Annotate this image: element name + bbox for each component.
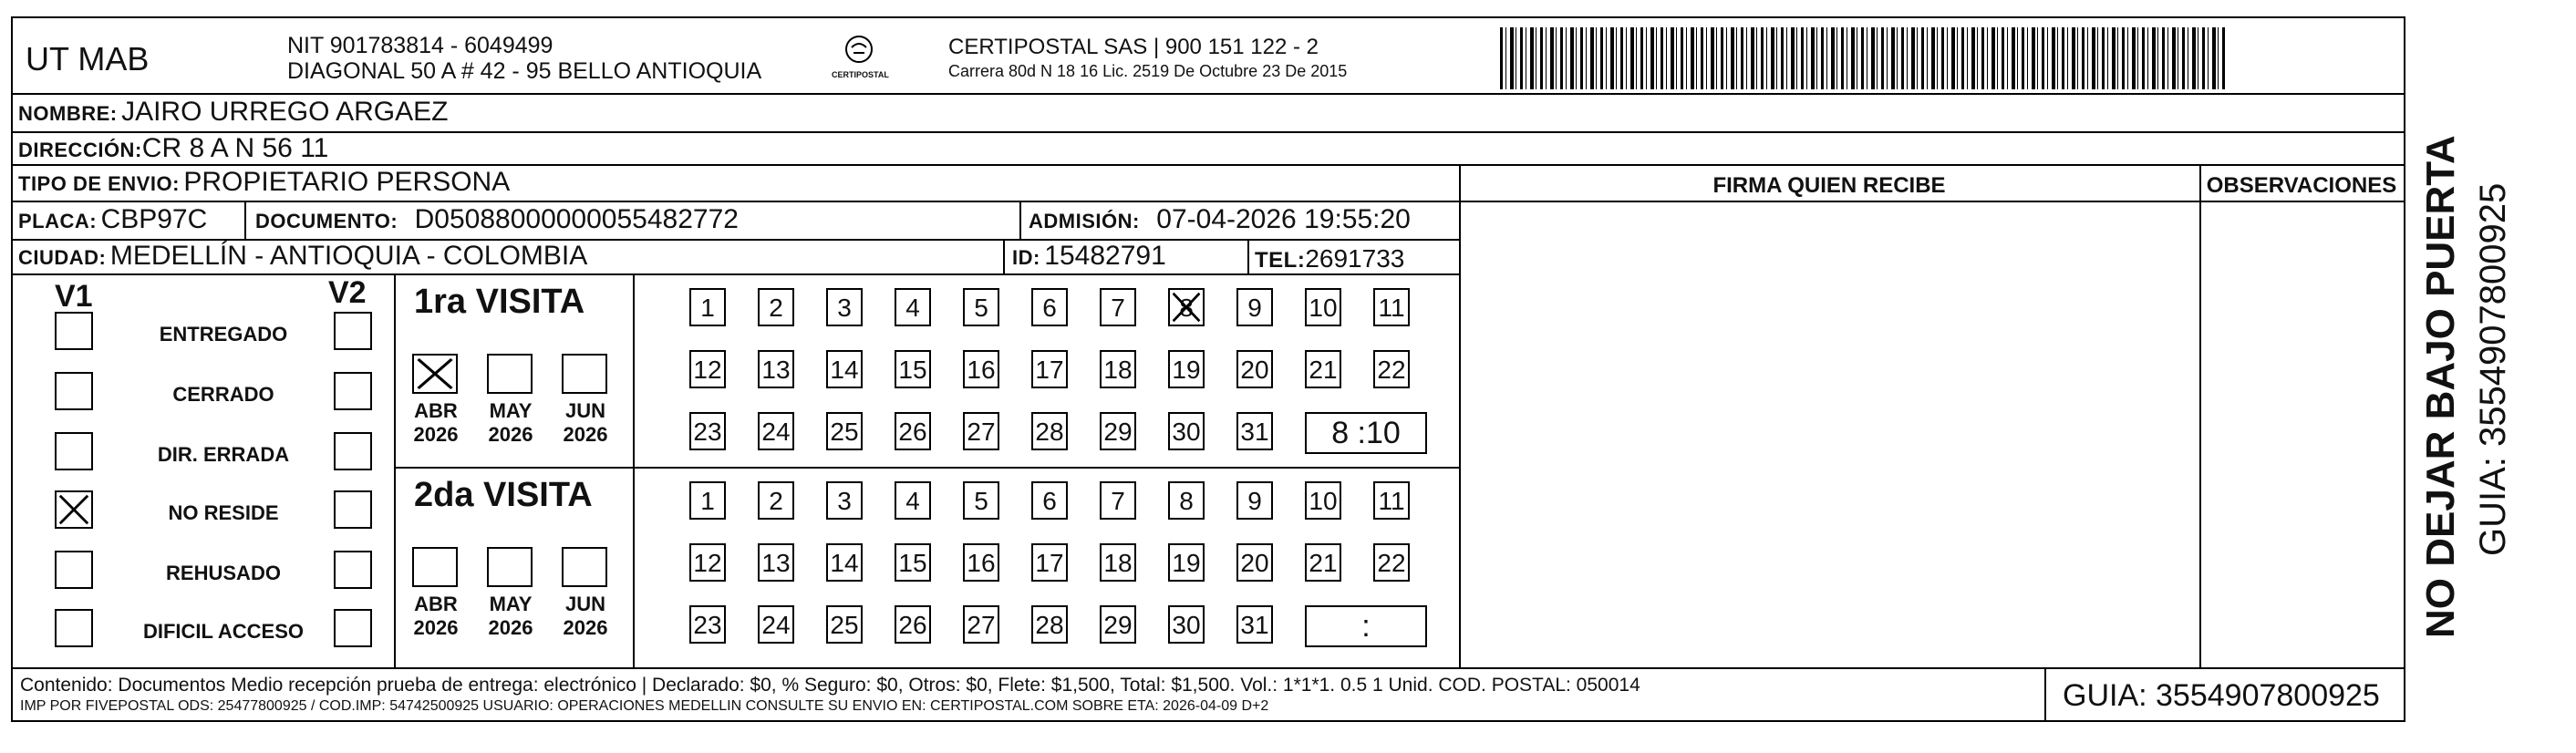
- day-box[interactable]: 7: [1100, 481, 1136, 520]
- day-box[interactable]: 31: [1236, 412, 1273, 450]
- day-box[interactable]: 8: [1168, 288, 1205, 326]
- day-box[interactable]: 5: [963, 288, 999, 326]
- day-box[interactable]: 12: [689, 350, 726, 388]
- certipostal-logo: CERTIPOSTAL: [832, 35, 886, 80]
- day-box[interactable]: 21: [1305, 543, 1341, 582]
- day-box[interactable]: 24: [758, 412, 794, 450]
- company-nit: NIT 901783814 - 6049499: [287, 33, 553, 58]
- month-label: ABR 2026: [413, 593, 459, 639]
- visit-title: 2da VISITA: [414, 476, 593, 514]
- day-box[interactable]: 20: [1236, 350, 1273, 388]
- tipo-envio-row: TIPO DE ENVIO: PROPIETARIO PERSONA: [18, 167, 511, 197]
- v1-checkbox-4[interactable]: [55, 551, 93, 589]
- v2-checkbox-2[interactable]: [334, 432, 372, 470]
- day-box[interactable]: 6: [1031, 481, 1068, 520]
- day-box[interactable]: 16: [963, 543, 999, 582]
- day-box[interactable]: 22: [1373, 350, 1410, 388]
- barcode: [1500, 27, 2225, 89]
- footer-guia: GUIA: 3554907800925: [2063, 678, 2380, 713]
- day-box[interactable]: 30: [1168, 605, 1205, 644]
- day-box[interactable]: 31: [1236, 605, 1273, 644]
- day-box[interactable]: 10: [1305, 288, 1341, 326]
- day-box[interactable]: 23: [689, 412, 726, 450]
- month-label: JUN 2026: [563, 593, 608, 639]
- day-cross-mark: [1170, 290, 1203, 325]
- day-box[interactable]: 7: [1100, 288, 1136, 326]
- day-box[interactable]: 15: [895, 350, 931, 388]
- status-label: ENTREGADO: [159, 323, 288, 346]
- v2-checkbox-5[interactable]: [334, 609, 372, 647]
- visit-time[interactable]: 8 :10: [1305, 412, 1427, 454]
- visit-time[interactable]: :: [1305, 605, 1427, 647]
- day-box[interactable]: 8: [1168, 481, 1205, 520]
- logo-icon: [841, 35, 877, 66]
- footer-content: Contenido: Documentos Medio recepción prueba de entrega: electrónico | Declarado: $0, % Seguro: $0, Otros: $0, Flete: $1,500, Total: $1,500. Vol.: 1*1*1. 0.5 1 Unid. COD. POSTAL: 050014: [20, 675, 1640, 696]
- day-box[interactable]: 19: [1168, 350, 1205, 388]
- v1-checkbox-3[interactable]: [55, 490, 93, 529]
- day-box[interactable]: 30: [1168, 412, 1205, 450]
- direccion-value: CR 8 A N 56 11: [141, 133, 329, 163]
- day-box[interactable]: 25: [826, 605, 863, 644]
- day-box[interactable]: 1: [689, 481, 726, 520]
- v1-checkbox-5[interactable]: [55, 609, 93, 647]
- company-address: DIAGONAL 50 A # 42 - 95 BELLO ANTIOQUIA: [287, 58, 762, 84]
- day-box[interactable]: 27: [963, 605, 999, 644]
- day-box[interactable]: 18: [1100, 350, 1136, 388]
- v1-label: V1: [55, 279, 93, 314]
- day-box[interactable]: 13: [758, 543, 794, 582]
- day-box[interactable]: 9: [1236, 481, 1273, 520]
- day-box[interactable]: 29: [1100, 412, 1136, 450]
- status-label: CERRADO: [172, 383, 274, 406]
- v2-label: V2: [328, 275, 367, 310]
- month-label: JUN 2026: [563, 399, 608, 446]
- day-box[interactable]: 11: [1373, 481, 1410, 520]
- day-box[interactable]: 3: [826, 288, 863, 326]
- company-name: UT MAB: [26, 40, 150, 77]
- placa-value: CBP97C: [100, 204, 208, 234]
- day-box[interactable]: 12: [689, 543, 726, 582]
- day-box[interactable]: 23: [689, 605, 726, 644]
- day-box[interactable]: 9: [1236, 288, 1273, 326]
- month-label: MAY 2026: [488, 399, 533, 446]
- month-checkbox[interactable]: [562, 354, 607, 394]
- nombre-value: JAIRO URREGO ARGAEZ: [121, 97, 449, 127]
- day-box[interactable]: 22: [1373, 543, 1410, 582]
- v2-checkbox-3[interactable]: [334, 490, 372, 529]
- day-box[interactable]: 11: [1373, 288, 1410, 326]
- day-box[interactable]: 19: [1168, 543, 1205, 582]
- nombre-row: NOMBRE: JAIRO URREGO ARGAEZ: [18, 97, 449, 127]
- tel-row: TEL:2691733: [1255, 244, 1405, 273]
- month-checkbox[interactable]: [487, 354, 533, 394]
- day-box[interactable]: 3: [826, 481, 863, 520]
- v2-checkbox-0[interactable]: [334, 312, 372, 350]
- day-box[interactable]: 28: [1031, 605, 1068, 644]
- month-checkbox[interactable]: [412, 354, 458, 394]
- day-box[interactable]: 13: [758, 350, 794, 388]
- ciudad-value: MEDELLÍN - ANTIOQUIA - COLOMBIA: [109, 241, 588, 271]
- courier-license: Carrera 80d N 18 16 Lic. 2519 De Octubre 23 De 2015: [948, 62, 1348, 80]
- month-checkbox[interactable]: [562, 547, 607, 587]
- side-guia: GUIA: 3554907800925: [2473, 182, 2513, 556]
- day-box[interactable]: 2: [758, 288, 794, 326]
- day-box[interactable]: 10: [1305, 481, 1341, 520]
- month-label: ABR 2026: [413, 399, 459, 446]
- status-label: REHUSADO: [166, 562, 281, 584]
- day-box[interactable]: 16: [963, 350, 999, 388]
- day-box[interactable]: 17: [1031, 543, 1068, 582]
- side-warning: NO DEJAR BAJO PUERTA: [2418, 135, 2463, 638]
- day-box[interactable]: 28: [1031, 412, 1068, 450]
- day-box[interactable]: 14: [826, 350, 863, 388]
- id-row: ID: 15482791: [1012, 241, 1166, 271]
- tipo-envio-value: PROPIETARIO PERSONA: [183, 167, 511, 197]
- v1-checkbox-0[interactable]: [55, 312, 93, 350]
- tel-value: 2691733: [1305, 244, 1405, 273]
- day-box[interactable]: 24: [758, 605, 794, 644]
- day-box[interactable]: 29: [1100, 605, 1136, 644]
- month-label: MAY 2026: [488, 593, 533, 639]
- documento-value: D05088000000055482772: [414, 204, 739, 234]
- day-box[interactable]: 25: [826, 412, 863, 450]
- day-box[interactable]: 18: [1100, 543, 1136, 582]
- documento-row: DOCUMENTO: D05088000000055482772: [255, 204, 739, 234]
- day-box[interactable]: 17: [1031, 350, 1068, 388]
- direccion-row: DIRECCIÓN:CR 8 A N 56 11: [18, 133, 329, 163]
- day-box[interactable]: 26: [895, 605, 931, 644]
- day-box[interactable]: 20: [1236, 543, 1273, 582]
- v2-checkbox-4[interactable]: [334, 551, 372, 589]
- admision-row: ADMISIÓN: 07-04-2026 19:55:20: [1029, 204, 1411, 234]
- day-box[interactable]: 2: [758, 481, 794, 520]
- courier-name: CERTIPOSTAL SAS | 900 151 122 - 2: [948, 35, 1319, 59]
- status-label: DIR. ERRADA: [157, 443, 290, 466]
- status-label: NO RESIDE: [168, 501, 279, 524]
- placa-row: PLACA: CBP97C: [18, 204, 208, 234]
- visit-title: 1ra VISITA: [414, 283, 585, 321]
- day-box[interactable]: 21: [1305, 350, 1341, 388]
- id-value: 15482791: [1044, 241, 1166, 271]
- day-box[interactable]: 4: [895, 481, 931, 520]
- v1-checkbox-2[interactable]: [55, 432, 93, 470]
- v1-checkbox-1[interactable]: [55, 372, 93, 410]
- day-box[interactable]: 27: [963, 412, 999, 450]
- month-checkbox[interactable]: [412, 547, 458, 587]
- month-checkbox[interactable]: [487, 547, 533, 587]
- day-box[interactable]: 15: [895, 543, 931, 582]
- day-box[interactable]: 14: [826, 543, 863, 582]
- day-box[interactable]: 6: [1031, 288, 1068, 326]
- day-box[interactable]: 1: [689, 288, 726, 326]
- observaciones-header: OBSERVACIONES: [2206, 173, 2397, 198]
- footer-print-info: IMP POR FIVEPOSTAL ODS: 25477800925 / COD.IMP: 54742500925 USUARIO: OPERACIONES MEDELLIN CONSULTE SU ENVIO EN: CERTIPOSTAL.COM SOBRE ETA: 2026-04-09 D+2: [20, 698, 1269, 714]
- ciudad-row: CIUDAD: MEDELLÍN - ANTIOQUIA - COLOMBIA: [18, 241, 588, 271]
- firma-header: FIRMA QUIEN RECIBE: [1712, 173, 1946, 198]
- day-box[interactable]: 5: [963, 481, 999, 520]
- day-box[interactable]: 26: [895, 412, 931, 450]
- status-label: DIFICIL ACCESO: [142, 620, 304, 643]
- admision-value: 07-04-2026 19:55:20: [1156, 204, 1411, 234]
- day-box[interactable]: 4: [895, 288, 931, 326]
- v2-checkbox-1[interactable]: [334, 372, 372, 410]
